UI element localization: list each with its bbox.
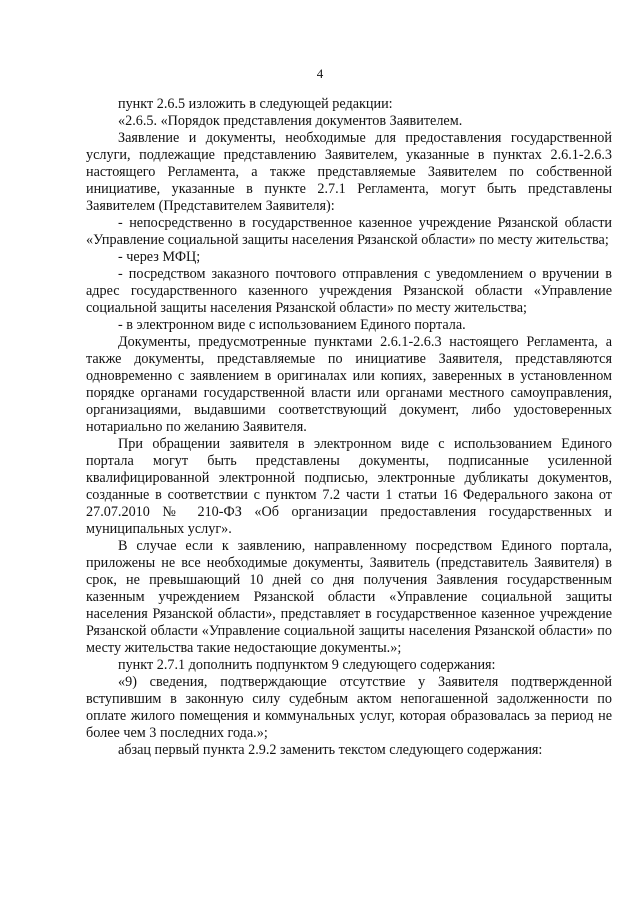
list-item-mail: - посредством заказного почтового отправления с уведомлением о вручении в адрес государственного казенного учреждения Рязанской области «Управление социальной защиты населения Рязанской области» по месту жительства;	[86, 266, 612, 316]
paragraph-amend-2-9-2: абзац первый пункта 2.9.2 заменить текстом следующего содержания:	[118, 742, 543, 758]
list-item-electronic: - в электронном виде с использованием Единого портала.	[118, 317, 466, 333]
paragraph-amend-2-7-1: пункт 2.7.1 дополнить подпунктом 9 следующего содержания:	[118, 657, 496, 673]
paragraph-amend-2-6-5: пункт 2.6.5 изложить в следующей редакции:	[118, 96, 393, 112]
list-item-mfc: - через МФЦ;	[118, 249, 201, 265]
paragraph-documents-form: Документы, предусмотренные пунктами 2.6.1-2.6.3 настоящего Регламента, а также документы, представляемые по инициативе Заявителя, представляются одновременно с заявлением в оригиналах или копиях, заверенных в установленном порядке органами государственной власти или органами местного самоуправления, организациями, выдавшими соответствующий документ, либо удостоверенных нотариально по желанию Заявителя.	[86, 334, 612, 435]
paragraph-electronic-submission: При обращении заявителя в электронном виде с использованием Единого портала могут быть представлены документы, подписанные усиленной квалифицированной электронной подписью, электронные дубликаты документов, созданные в соответствии с пунктом 7.2 части 1 статьи 16 Федерального закона от 27.07.2010 № 210-ФЗ «Об организации предоставления государственных и муниципальных услуг».	[86, 436, 612, 537]
page-number: 4	[316, 66, 324, 81]
document-body	[86, 96, 612, 759]
paragraph-section-heading: «2.6.5. «Порядок представления документов Заявителем.	[118, 113, 463, 129]
paragraph-missing-documents: В случае если к заявлению, направленному посредством Единого портала, приложены не все необходимые документы, Заявитель (представитель Заявителя) в срок, не превышающий 10 дней со дня получения Заявления государственным казенным учреждением Рязанской области «Управление социальной защиты населения Рязанской области», представляет в государственное казенное учреждение Рязанской области «Управление социальной защиты населения Рязанской области» по месту жительства такие недостающие документы.»;	[86, 538, 612, 656]
paragraph-subitem-9: «9) сведения, подтверждающие отсутствие у Заявителя подтвержденной вступившим в законную силу судебным актом непогашенной задолженности по оплате жилого помещения и коммунальных услуг, которая образовалась за период не более чем 3 последних года.»;	[86, 674, 612, 741]
list-item-directly: - непосредственно в государственное казенное учреждение Рязанской области «Управление социальной защиты населения Рязанской области» по месту жительства;	[86, 215, 612, 248]
paragraph-submission-intro: Заявление и документы, необходимые для предоставления государственной услуги, подлежащие представлению Заявителем, указанные в пунктах 2.6.1-2.6.3 настоящего Регламента, а также представляемые Заявителем по собственной инициативе, указанные в пункте 2.7.1 Регламента, могут быть представлены Заявителем (Представителем Заявителя):	[86, 130, 612, 214]
